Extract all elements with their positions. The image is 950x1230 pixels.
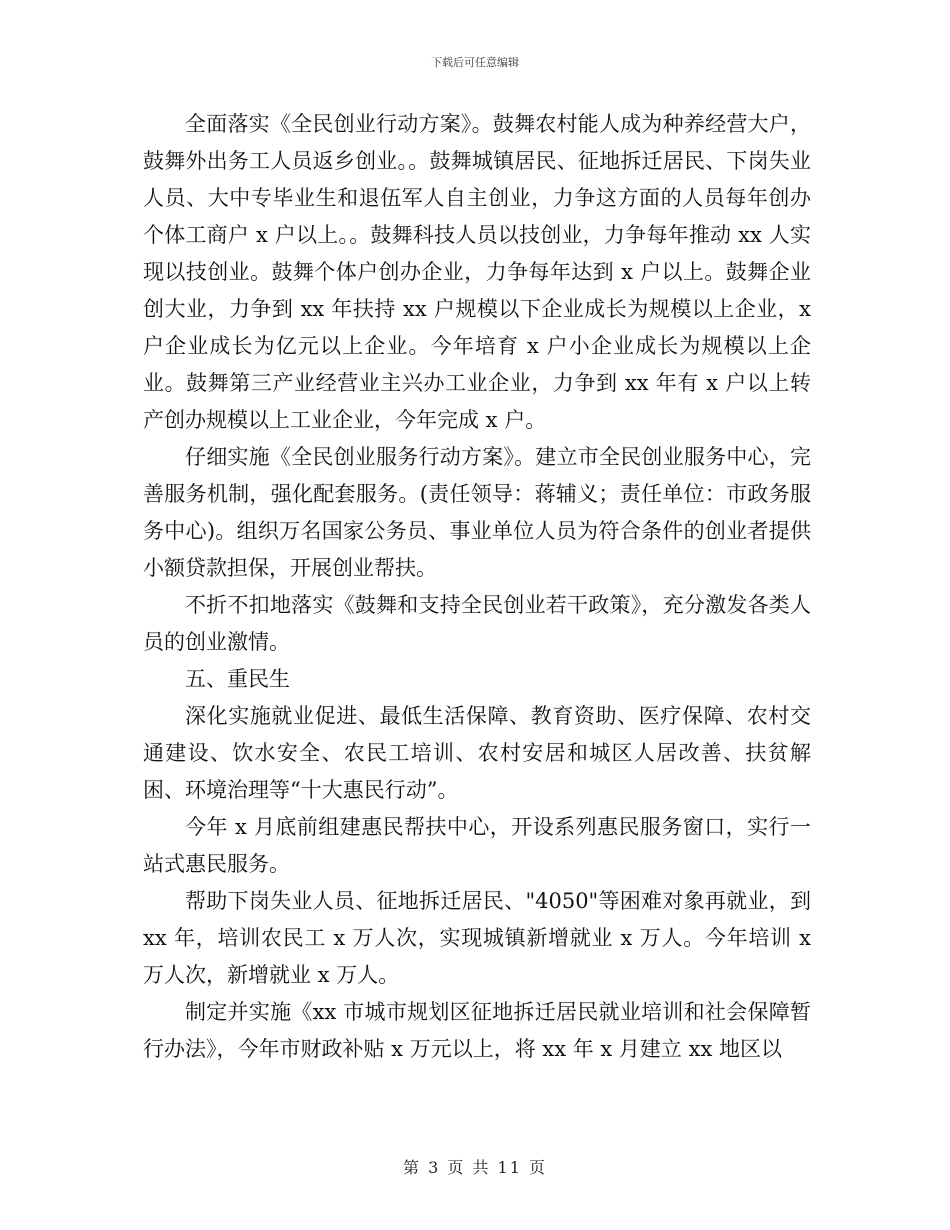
page-number: 第 3 页 共 11 页 — [403, 1158, 547, 1177]
page-header: 下载后可任意编辑 — [431, 56, 519, 69]
document-body — [143, 106, 811, 1068]
paragraph-social-security: 制定并实施《xx 市城市规划区征地拆迁居民就业培训和社会保障暂行办法》，今年市财政补贴 x 万元以上，将 xx 年 x 月建立 xx 地区以 — [143, 1000, 811, 1061]
paragraph-entrepreneurship-service: 仔细实施《全民创业服务行动方案》。建立市全民创业服务中心，完善服务机制，强化配套服务。(责任领导：蒋辅义；责任单位：市政务服务中心)。组织万名国家公务员、事业单位人员为符合条件的创业者提供小额贷款担保，开展创业帮扶。 — [143, 445, 811, 580]
paragraph-service-center: 今年 x 月底前组建惠民帮扶中心，开设系列惠民服务窗口，实行一站式惠民服务。 — [143, 815, 811, 876]
section-heading-livelihood: 五、重民生 — [185, 667, 290, 691]
paragraph-ten-actions: 深化实施就业促进、最低生活保障、教育资助、医疗保障、农村交通建设、饮水安全、农民工培训、农村安居和城区人居改善、扶贫解困、环境治理等“十大惠民行动”。 — [143, 704, 811, 802]
paragraph-entrepreneurship-action: 全面落实《全民创业行动方案》。鼓舞农村能人成为种养经营大户，鼓舞外出务工人员返乡创业。。鼓舞城镇居民、征地拆迁居民、下岗失业人员、大中专毕业生和退伍军人自主创业，力争这方面的人员每年创办个体工商户 x 户以上。。鼓舞科技人员以技创业，力争每年推动 xx 人实现以技创业。鼓舞个体户创办企业，力争每年达到 x 户以上。鼓舞企业创大业，力争到 xx 年扶持 xx 户规模以下企业成长为规模以上企业，x 户企业成长为亿元以上企业。今年培育 x 户小企业成长为规模以上企业。鼓舞第三产业经营业主兴办工业企业，力争到 xx 年有 x 户以上转产创办规模以上工业企业，今年完成 x 户。 — [143, 112, 811, 432]
paragraph-entrepreneurship-policy: 不折不扣地落实《鼓舞和支持全民创业若干政策》，充分激发各类人员的创业激情。 — [143, 593, 811, 654]
paragraph-reemployment: 帮助下岗失业人员、征地拆迁居民、"4050"等困难对象再就业，到 xx 年，培训农民工 x 万人次，实现城镇新增就业 x 万人。今年培训 x 万人次，新增就业 x 万人。 — [143, 889, 811, 987]
